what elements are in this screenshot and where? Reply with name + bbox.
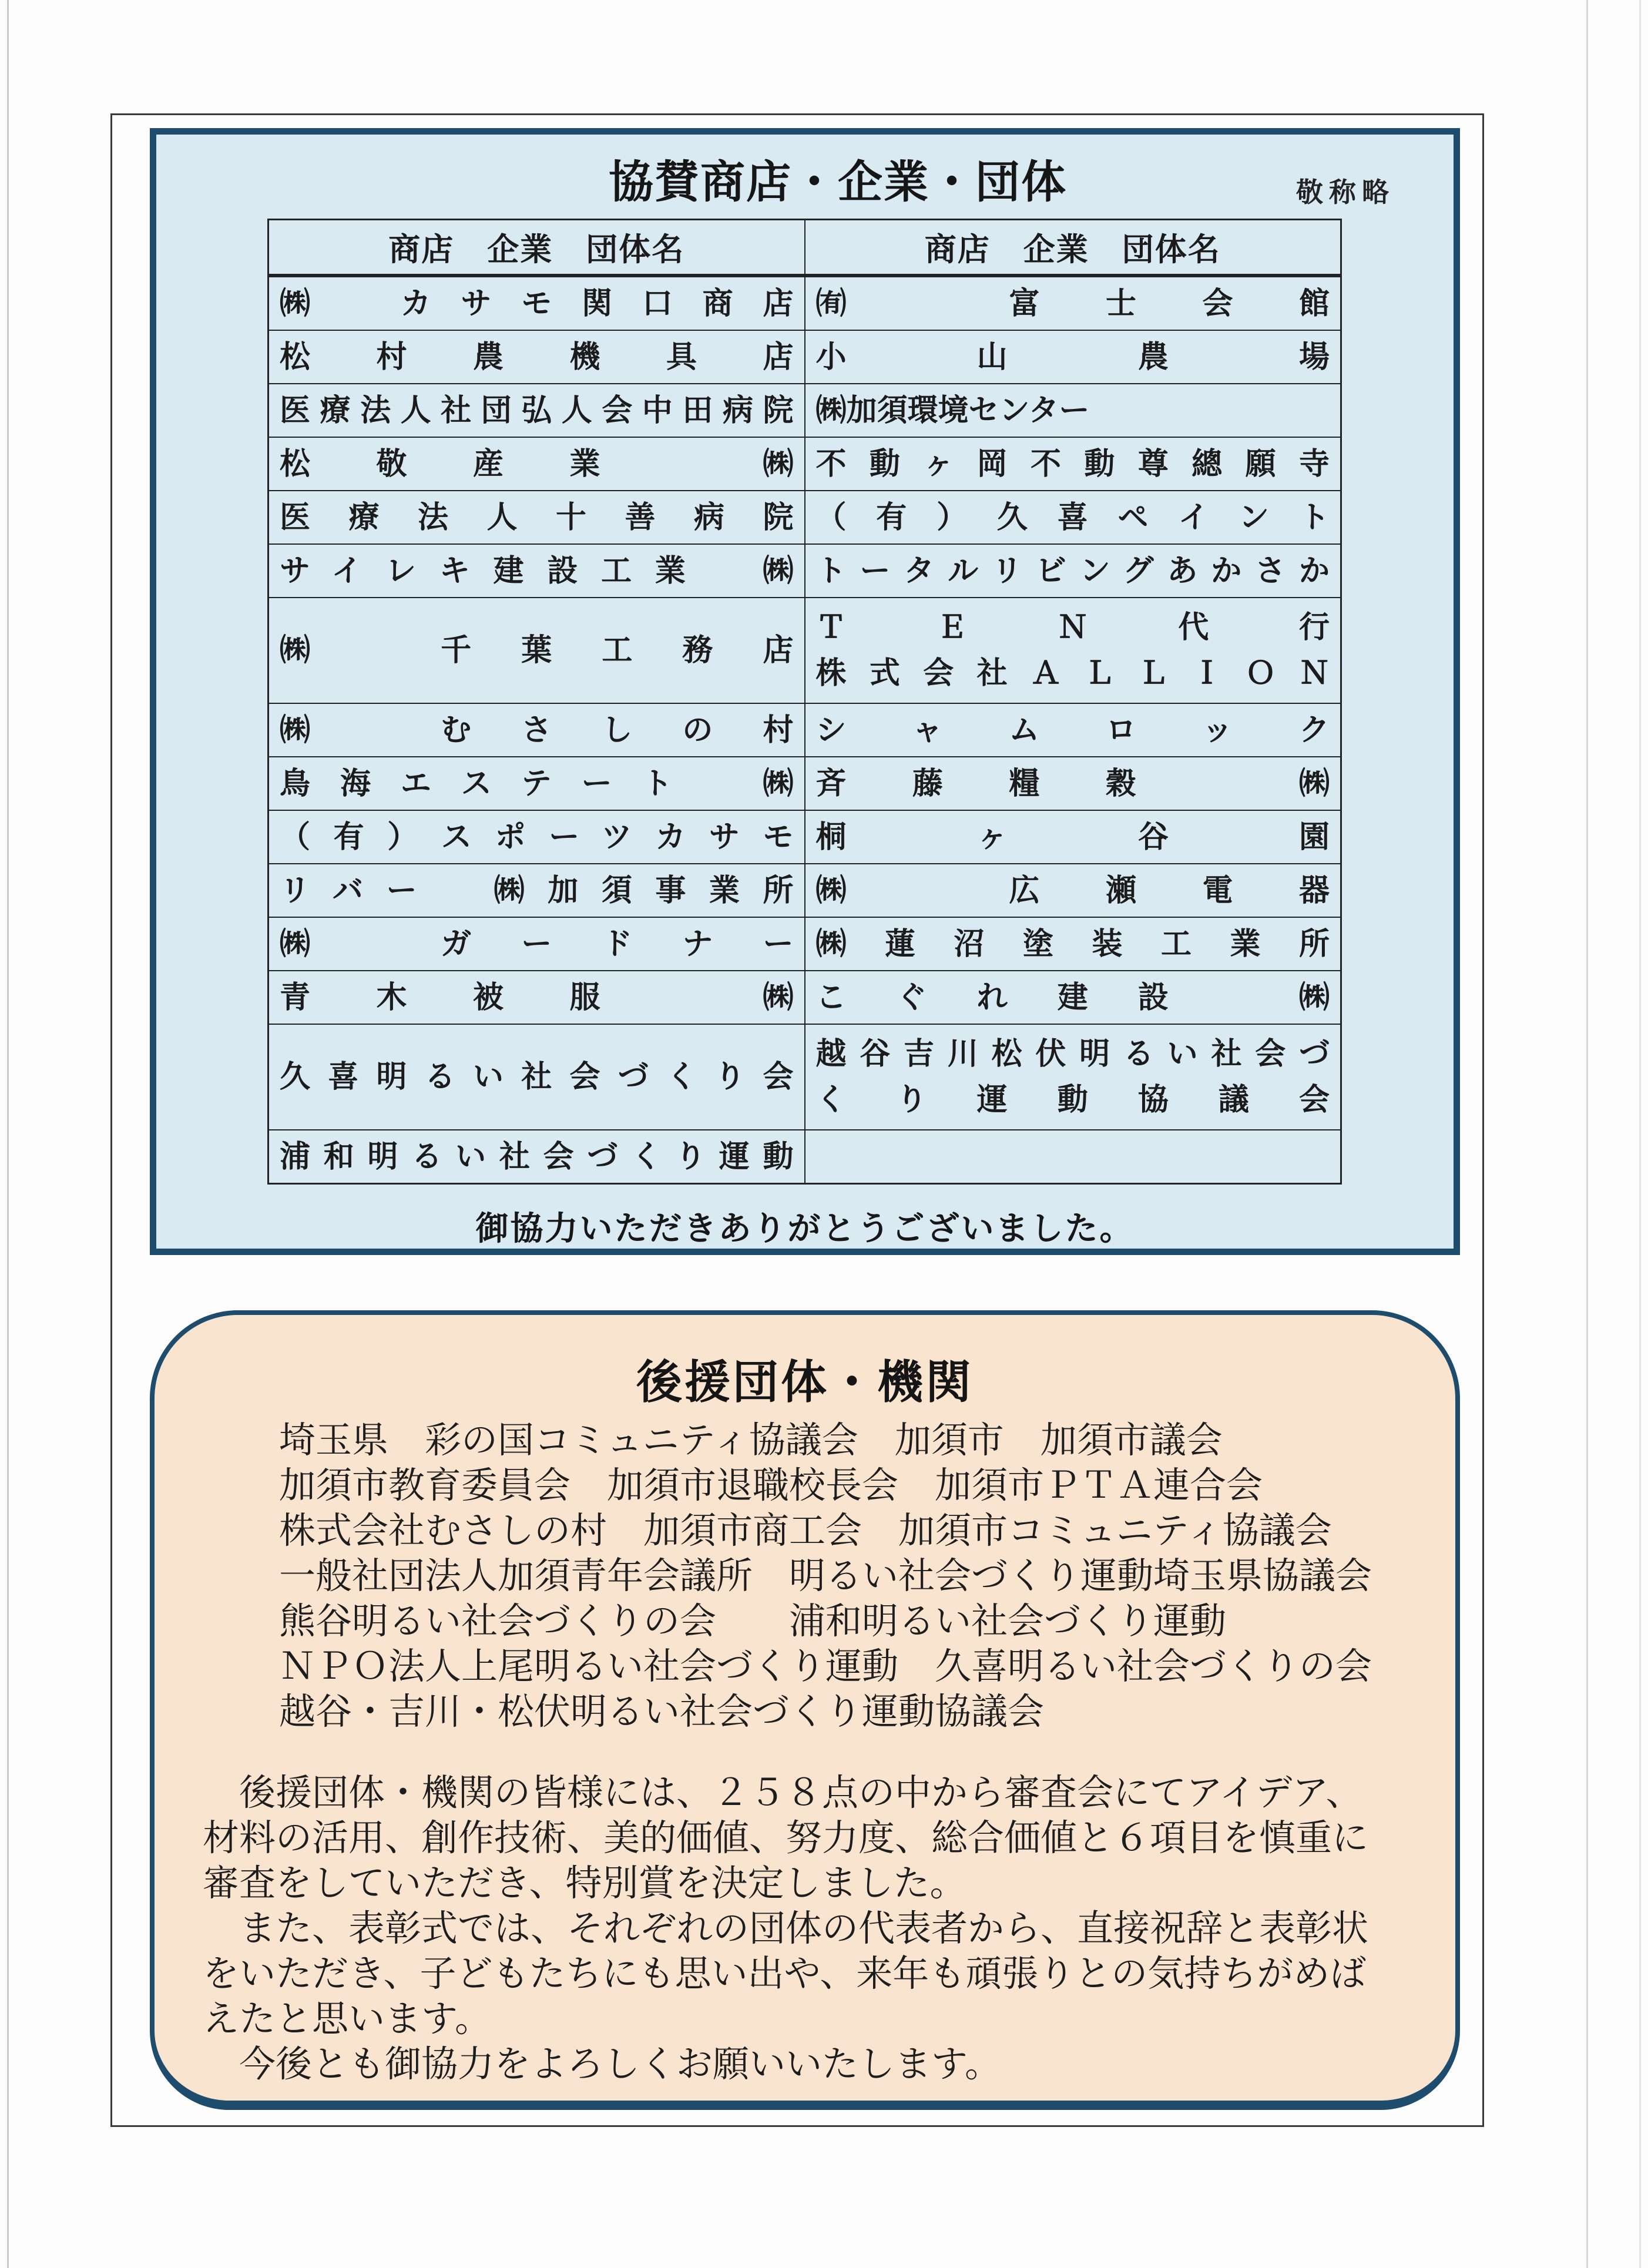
company-cell: シャムロック (805, 703, 1341, 757)
table-row (268, 917, 1341, 971)
company-cell: 桐ヶ谷園 (805, 810, 1341, 864)
thanks-message: 御協力いただきありがとうございました。 (475, 1210, 1135, 1247)
table-row (268, 544, 1341, 598)
sponsor-section (150, 128, 1460, 1255)
column-header-right: 商店 企業 団体名 (805, 220, 1341, 276)
table-row (268, 598, 1341, 703)
table-row (268, 384, 1341, 437)
supporter-line: 熊谷明るい社会づくりの会 浦和明るい社会づくり運動 (279, 1601, 1227, 1642)
paragraph-line: また、表彰式では、それぞれの団体の代表者から、直接祝辞と表彰状 (203, 1908, 1369, 1949)
company-cell: ㈱加須環境センター (805, 384, 1341, 437)
table-row (268, 276, 1341, 330)
company-cell: 不動ヶ岡不動尊總願寺 (805, 437, 1341, 491)
support-title: 後援団体・機関 (636, 1356, 974, 1408)
sponsor-table (267, 219, 1342, 1185)
table-row (268, 971, 1341, 1024)
supporter-line: 株式会社むさしの村 加須市商工会 加須市コミュニティ協議会 (279, 1511, 1332, 1551)
table-row (268, 703, 1341, 757)
company-cell: ㈱ 広瀬電器 (805, 864, 1341, 917)
company-cell: 小山農場 (805, 330, 1341, 384)
company-cell: ＴＥＮ代行 株式会社ＡＬＬＩＯＮ (805, 598, 1341, 703)
company-cell: ㈱ 千葉工務店 (268, 598, 805, 703)
company-cell: こぐれ建設 ㈱ (805, 971, 1341, 1024)
paragraph-line: をいただき、子どもたちにも思い出や、来年も頑張りとの気持ちがめば (203, 1954, 1367, 1994)
table-row (268, 437, 1341, 491)
paragraph-line: えたと思います。 (203, 1999, 492, 2039)
table-row (268, 491, 1341, 544)
closing-paragraph (203, 1770, 1422, 2087)
paragraph-line: 後援団体・機関の皆様には、２５８点の中から審査会にてアイデア、 (203, 1773, 1362, 1813)
supporter-line: 加須市教育委員会 加須市退職校長会 加須市ＰＴＡ連合会 (279, 1465, 1263, 1506)
column-header-left: 商店 企業 団体名 (268, 220, 805, 276)
company-cell: 青木被服 ㈱ (268, 971, 805, 1024)
table-header-row (268, 220, 1341, 276)
table-row (268, 757, 1341, 810)
company-cell: ㈱ カサモ関口商店 (268, 276, 805, 330)
table-row (268, 330, 1341, 384)
company-cell: 斉藤糧穀 ㈱ (805, 757, 1341, 810)
paragraph-line: 審査をしていただき、特別賞を決定しました。 (203, 1863, 966, 1904)
scan-artifact-line (1586, 0, 1588, 2268)
company-cell: 医療法人社団弘人会中田病院 (268, 384, 805, 437)
company-cell: 松敬産業 ㈱ (268, 437, 805, 491)
sponsor-title: 協賛商店・企業・団体 (609, 157, 1067, 207)
supporter-line: 埼玉県 彩の国コミュニティ協議会 加須市 加須市議会 (279, 1420, 1223, 1461)
paragraph-line: 材料の活用、創作技術、美的価値、努力度、総合価値と６項目を慎重に (203, 1818, 1369, 1858)
company-cell: 鳥海エステート ㈱ (268, 757, 805, 810)
supporter-list (279, 1418, 1420, 1734)
company-cell: 越谷吉川松伏明るい社会づ くり運動協議会 (805, 1024, 1341, 1130)
company-cell: 松村農機具店 (268, 330, 805, 384)
table-row (268, 1130, 1341, 1184)
company-cell: 浦和明るい社会づくり運動 (268, 1130, 805, 1184)
supporter-line: ＮＰＯ法人上尾明るい社会づくり運動 久喜明るい社会づくりの会 (279, 1646, 1372, 1687)
company-cell: 久喜明るい社会づくり会 (268, 1024, 805, 1130)
supporter-line: 越谷・吉川・松伏明るい社会づくり運動協議会 (279, 1692, 1045, 1732)
scan-artifact-line (1639, 0, 1641, 2268)
company-cell: リバー ㈱加須事業所 (268, 864, 805, 917)
paragraph-line: 今後とも御協力をよろしくお願いいたします。 (203, 2044, 1002, 2085)
company-cell (805, 1130, 1341, 1184)
support-section (150, 1310, 1460, 2110)
table-row (268, 1024, 1341, 1130)
company-cell: トータルリビングあかさか (805, 544, 1341, 598)
company-cell: ㈲ 富士会館 (805, 276, 1341, 330)
company-cell: （有）久喜ペイント (805, 491, 1341, 544)
company-cell: ㈱蓮沼塗装工業所 (805, 917, 1341, 971)
company-cell: サイレキ建設工業 ㈱ (268, 544, 805, 598)
table-row (268, 810, 1341, 864)
company-cell: 医療法人十善病院 (268, 491, 805, 544)
company-cell: ㈱ むさしの村 (268, 703, 805, 757)
company-cell: ㈱ ガードナー (268, 917, 805, 971)
scan-artifact-line (7, 0, 9, 2268)
table-row (268, 864, 1341, 917)
page-border-frame (110, 113, 1484, 2127)
company-cell: （有）スポーツカサモ (268, 810, 805, 864)
honorific-note: 敬称略 (1296, 177, 1395, 207)
supporter-line: 一般社団法人加須青年会議所 明るい社会づくり運動埼玉県協議会 (279, 1556, 1372, 1596)
